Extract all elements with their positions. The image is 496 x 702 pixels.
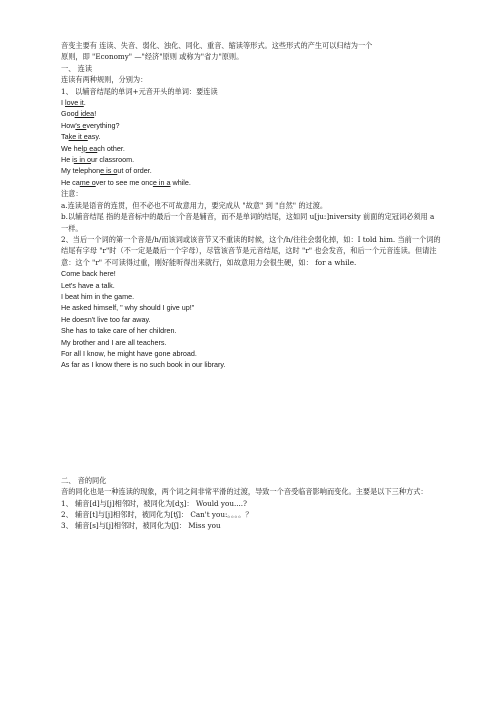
example-line: I love it. [61,98,86,108]
assimilation-paragraph: 音的同化也是一种连读的现象，两个词之间非常平滑的过渡，导致一个音受临音影响而变化。主要是以下三种方式： [61,487,428,497]
example-line: My telephone is out of order. [61,166,152,176]
note-a: a.连读是语音的连贯，但不必也不可故意用力，要完成从 "故意" 到 "自然" 的过渡。 [61,200,328,210]
intro-line: 音变主要有 连读、失音、弱化、浊化、同化、重音、缩读等形式。这些形式的产生可以归结为一个 [61,41,373,50]
rule-2: 2、当后一个词的第一个音是/h/而该词或该音节又不重读的时候，这个/h/往往会弱化掉，如：I told him. 当前一个词的结尾有字母 "r"时（不一定是最后一个字母），尽管该音节是元音结尾，这时 "r" 也会发音，和后一个元音连读。但请注意：这个 "r" 不可读得过重，刚好能听得出来就行，如故意用力会很生硬，如： for a while. [61,234,441,267]
assimilation-item: 3、 辅音[s]与[j]相邻时，被同化为[ʃ]： Miss you [61,521,221,531]
assimilation-item: 2、 辅音[t]与[j]相邻时，被同化为[tʃ]： Can't you:。。。。？ [61,510,253,519]
example-line: Take it easy. [61,132,101,142]
assimilation-item: 1、 辅音[d]与[j]相邻时，被同化为[dʒ]： Would you....? [61,498,247,508]
example-line: Come back here! [61,269,116,279]
example-line: Good idea! [61,109,97,119]
example-line: My brother and I are all teachers. [61,337,167,347]
example-line: He asked himself, " why should I give up!" [61,303,195,313]
note-title: 注意： [61,189,83,199]
example-line: He came over to see me once in a while. [61,177,191,187]
section-heading: 一、 连读 [61,63,93,73]
example-line: I beat him in the game. [61,291,135,301]
example-line: He is in our classroom. [61,155,135,165]
linking-examples [61,97,441,188]
intro-line: 原则，即 "Economy" —"经济"原则 或称为"省力"原则。 [61,52,244,62]
rules-intro: 连读有两种规则，分别为： [61,75,148,85]
example-line: We help each other. [61,143,125,153]
example-line: She has to take care of her children. [61,326,177,336]
example-line: How's everything? [61,120,120,130]
r-linking-examples [61,268,441,371]
blank-space [61,371,441,475]
example-line: He doesn't live too far away. [61,314,151,324]
example-line: Let's have a talk. [61,280,115,290]
rule-1: 1、 以辅音结尾的单词+元音开头的单词：要连读 [61,86,218,96]
example-line: For all I know, he might have gone abroad. [61,348,197,358]
example-line: As far as I know there is no such book in our library. [61,360,226,370]
note-b: b.以辅音结尾 指的是音标中的最后一个音是辅音，而不是单词的结尾，这如同 u[ju:]niversity 前面的定冠词必须用 a 一样。 [61,212,435,233]
document-page [61,40,441,532]
section-heading: 二、 音的同化 [61,475,107,485]
